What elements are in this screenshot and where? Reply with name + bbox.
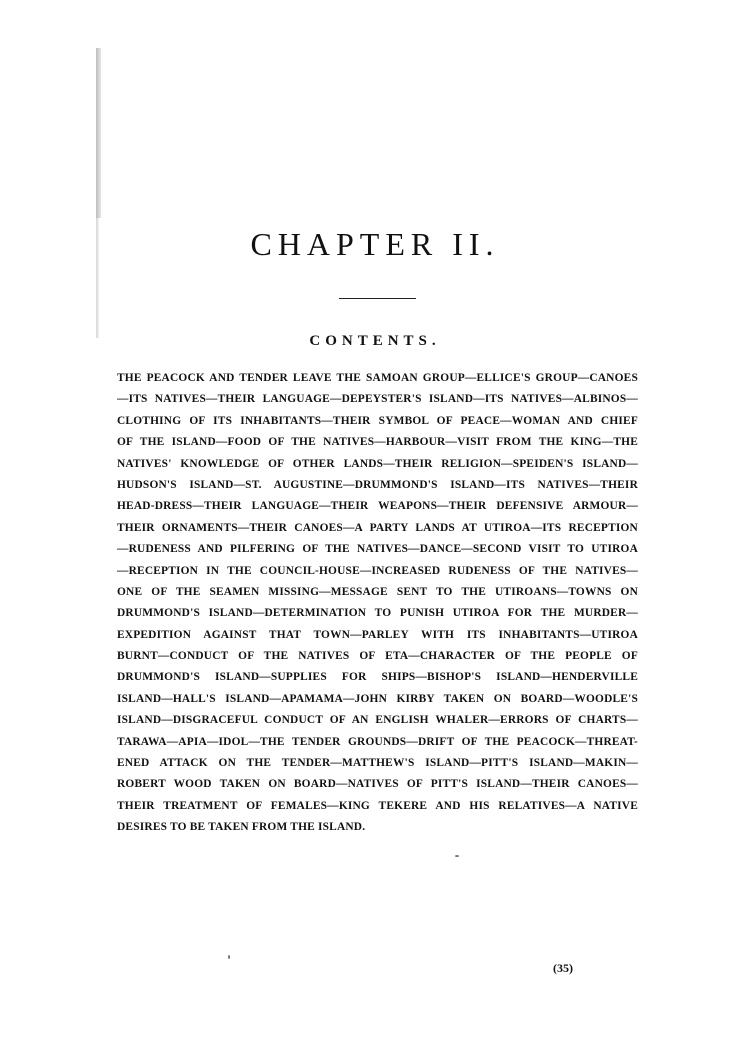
contents-line: ROBERT WOOD TAKEN ON BOARD—NATIVES OF PITT'S ISLAND—THEIR CANOES—: [117, 778, 638, 791]
contents-line: THEIR ORNAMENTS—THEIR CANOES—A PARTY LANDS AT UTIROA—ITS RECEPTION: [117, 521, 638, 534]
contents-summary: [117, 368, 638, 839]
contents-line: THEIR TREATMENT OF FEMALES—KING TEKERE AND HIS RELATIVES—A NATIVE: [117, 799, 638, 812]
contents-line: DESIRES TO BE TAKEN FROM THE ISLAND.: [117, 821, 366, 834]
page-number: (35): [553, 961, 573, 975]
contents-line: ISLAND—HALL'S ISLAND—APAMAMA—JOHN KIRBY TAKEN ON BOARD—WOODLE'S: [117, 692, 638, 705]
contents-line: —ITS NATIVES—THEIR LANGUAGE—DEPEYSTER'S ISLAND—ITS NATIVES—ALBINOS—: [117, 393, 638, 406]
contents-line: CLOTHING OF ITS INHABITANTS—THEIR SYMBOL OF PEACE—WOMAN AND CHIEF: [117, 414, 638, 427]
paper-speck: [228, 955, 230, 959]
contents-line: HUDSON'S ISLAND—ST. AUGUSTINE—DRUMMOND'S ISLAND—ITS NATIVES—THEIR: [117, 478, 638, 491]
contents-line: ISLAND—DISGRACEFUL CONDUCT OF AN ENGLISH WHALER—ERRORS OF CHARTS—: [117, 714, 638, 727]
contents-line: ONE OF THE SEAMEN MISSING—MESSAGE SENT TO THE UTIROANS—TOWNS ON: [117, 585, 638, 598]
chapter-title: CHAPTER II.: [250, 226, 500, 262]
contents-line: BURNT—CONDUCT OF THE NATIVES OF ETA—CHARACTER OF THE PEOPLE OF: [117, 650, 638, 663]
contents-line: EXPEDITION AGAINST THAT TOWN—PARLEY WITH ITS INHABITANTS—UTIROA: [117, 628, 638, 641]
contents-line: OF THE ISLAND—FOOD OF THE NATIVES—HARBOUR—VISIT FROM THE KING—THE: [117, 436, 638, 449]
contents-heading: CONTENTS.: [309, 333, 441, 349]
paper-speck: [455, 855, 459, 857]
contents-line: DRUMMOND'S ISLAND—SUPPLIES FOR SHIPS—BISHOP'S ISLAND—HENDERVILLE: [117, 671, 638, 684]
contents-line: ENED ATTACK ON THE TENDER—MATTHEW'S ISLAND—PITT'S ISLAND—MAKIN—: [117, 757, 638, 770]
contents-line: DRUMMOND'S ISLAND—DETERMINATION TO PUNISH UTIROA FOR THE MURDER—: [117, 607, 638, 620]
contents-line: —RUDENESS AND PILFERING OF THE NATIVES—DANCE—SECOND VISIT TO UTIROA: [117, 543, 638, 556]
contents-line: TARAWA—APIA—IDOL—THE TENDER GROUNDS—DRIFT OF THE PEACOCK—THREAT-: [117, 735, 638, 748]
binding-shadow: [96, 48, 101, 218]
title-rule: [339, 298, 416, 299]
contents-line: HEAD-DRESS—THEIR LANGUAGE—THEIR WEAPONS—THEIR DEFENSIVE ARMOUR—: [117, 500, 638, 513]
contents-line: THE PEACOCK AND TENDER LEAVE THE SAMOAN GROUP—ELLICE'S GROUP—CANOES: [117, 372, 638, 384]
contents-line: NATIVES' KNOWLEDGE OF OTHER LANDS—THEIR RELIGION—SPEIDEN'S ISLAND—: [117, 457, 638, 470]
contents-line: —RECEPTION IN THE COUNCIL-HOUSE—INCREASED RUDENESS OF THE NATIVES—: [117, 564, 638, 577]
